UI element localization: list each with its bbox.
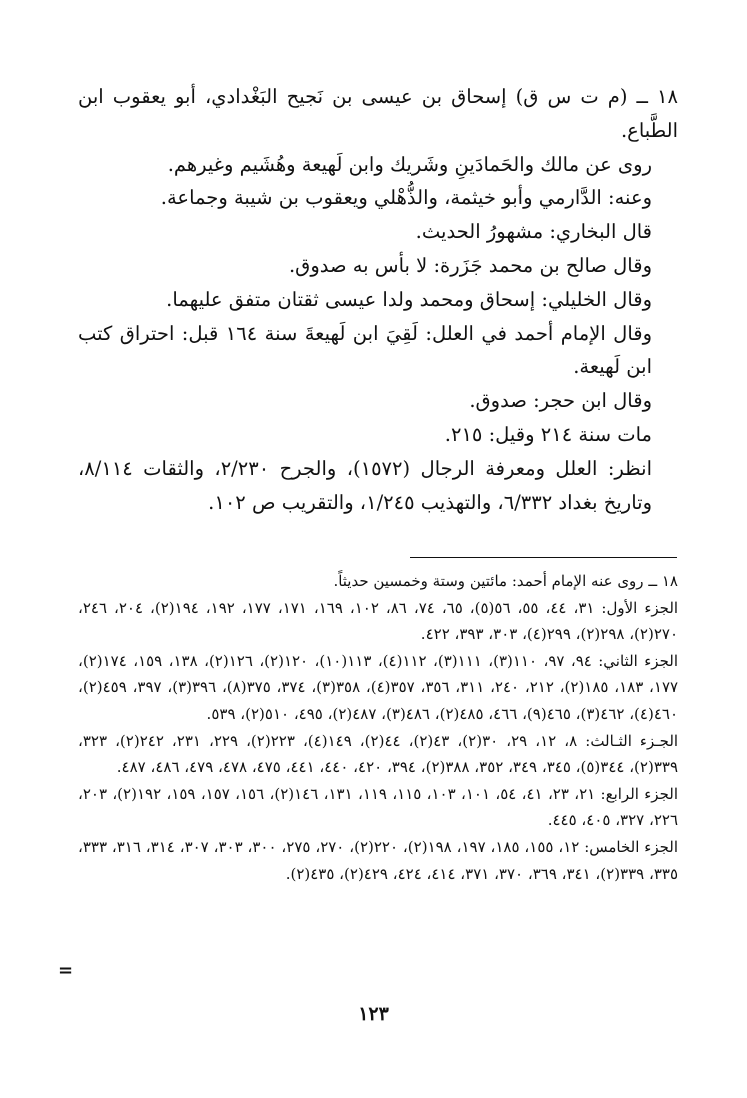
footnote-part-1: الجزء الأول: ٣١، ٤٤، ٥٥، ٥٦(٥)، ٦٥، ٧٤، ٨٦، ١٠٢، ١٦٩، ١٧١، ١٧٧، ١٩٢، ١٩٤(٢)، ٢٠٤، ٢٤٦، ٢٧٠(٢)، ٢٩٨(٢)، ٢٩٩(٤)، ٣٠٣، ٣٩٣، ٤٢٢. [78, 598, 679, 644]
footnote-part-5: الجزء الخامس: ١٢، ١٥٥، ١٨٥، ١٩٧، ١٩٨(٢)، ٢٢٠(٢)، ٢٧٠، ٢٧٥، ٣٠٠، ٣٠٣، ٣٠٧، ٣١٤، ٣١٦، ٣٣٣، ٣٣٥، ٣٣٩(٢)، ٣٤١، ٣٦٩، ٣٧٠، ٣٧١، ٤١٤، ٤٢٤، ٤٢٩(٢)، ٤٣٥(٢). [78, 837, 679, 883]
footnotes [78, 568, 678, 887]
narrators-to: وعنه: الدَّارمي وأبو خيثمة، والذُّهْلي ويعقوب بن شيبة وجماعة. [160, 186, 652, 210]
narrators-from: روى عن مالك والحَمادَينِ وشَريك وابن لَهيعة وهُشَيم وغيرهم. [167, 152, 652, 176]
entry-heading: ١٨ ــ (م ت س ق) إسحاق بن عيسى بن نَجيح البَغْدادي، أبو يعقوب ابن الطَّباع. [78, 85, 678, 142]
footnote-part-3: الجـزء الثـالث: ٨، ١٢، ٢٩، ٣٠(٢)، ٤٣(٢)، ٤٤(٢)، ١٤٩(٤)، ٢٢٣(٢)، ٢٢٩، ٢٣١، ٢٤٢(٢)، ٣٢٣، ٣٣٩(٢)، ٣٤٤(٥)، ٣٤٥، ٣٤٩، ٣٥٢، ٣٨٨(٢)، ٣٩٤، ٤٢٠، ٤٤٠، ٤٤١، ٤٧٥، ٤٧٨، ٤٧٩، ٤٨٦، ٤٨٧. [78, 731, 679, 777]
jazara-opinion: وقال صالح بن محمد جَزَرة: لا بأس به صدوق. [288, 253, 652, 277]
bukhari-opinion: قال البخاري: مشهورُ الحديث. [415, 220, 652, 244]
footnote-intro: ١٨ ــ روى عنه الإمام أحمد: مائتين وستة وخمسين حديثاً. [333, 572, 678, 590]
continuation-mark: = [58, 960, 74, 981]
ahmad-opinion: وقال الإمام أحمد في العلل: لَقِيَ ابن لَهيعةَ سنة ١٦٤ قبل: احتراق كتب ابن لَهيعة. [78, 321, 652, 379]
footnote-part-2: الجزء الثاني: ٩٤، ٩٧، ١١٠(٣)، ١١١(٣)، ١١٢(٤)، ١١٣(١٠)، ١٢٠(٢)، ١٢٦(٢)، ١٣٨، ١٥٩، ١٧٤(٢)، ١٧٧، ١٨٣، ١٨٥(٢)، ٢١٢، ٢٤٠، ٣١١، ٣٥٦، ٣٥٧(٤)، ٣٥٨(٣)، ٣٧٤، ٣٧٥(٨)، ٣٩٦(٣)، ٣٩٧، ٤٥٩(٢)، ٤٦٠(٤)، ٤٦٢(٣)، ٤٦٥(٩)، ٤٦٦، ٤٨٥(٢)، ٤٨٦(٣)، ٤٨٧(٢)، ٤٩٥، ٥١٠(٢)، ٥٣٩. [78, 651, 679, 723]
references: انظر: العلل ومعرفة الرجال (١٥٧٢)، والجرح ٢/٢٣٠، والثقات ٨/١١٤، وتاريخ بغداد ٦/٣٣٢، والتهذيب ١/٢٤٥، والتقريب ص ١٠٢. [78, 456, 652, 514]
page-number: ١٢٣ [358, 1003, 389, 1025]
death-date: مات سنة ٢١٤ وقيل: ٢١٥. [444, 422, 652, 446]
ibn-hajar-opinion: وقال ابن حجر: صدوق. [469, 389, 652, 413]
khalili-opinion: وقال الخليلي: إسحاق ومحمد ولدا عيسى ثقتان متفق عليهما. [166, 287, 652, 311]
entry-block [78, 80, 678, 519]
footnote-separator [410, 557, 677, 558]
footnote-part-4: الجزء الرابع: ٢١، ٢٣، ٤١، ٥٤، ١٠١، ١٠٣، ١١٥، ١١٩، ١٣١، ١٤٦(٢)، ١٥٦، ١٥٧، ١٥٩، ١٩٢(٢)، ٢٠٣، ٢٢٦، ٣٢٧، ٤٠٥، ٤٤٥. [78, 784, 679, 830]
entry-body [78, 80, 678, 519]
